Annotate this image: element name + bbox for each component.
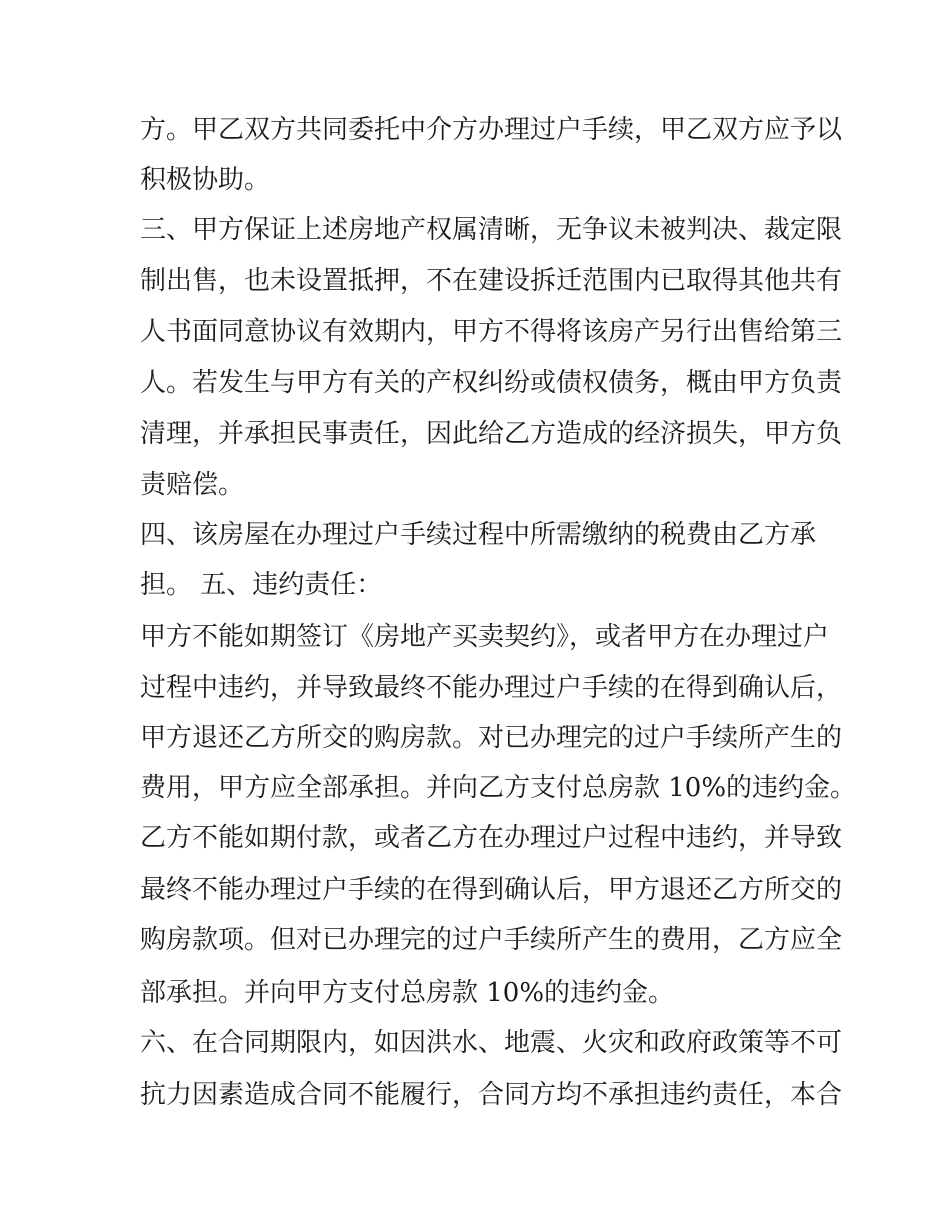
text-line: 人。若发生与甲方有关的产权纠纷或债权债务，概由甲方负责 xyxy=(140,368,843,398)
text-line: 清理，并承担民事责任，因此给乙方造成的经济损失，甲方负 xyxy=(140,419,843,449)
text-line: 责赔偿。 xyxy=(140,470,245,500)
text-line: 费用，甲方应全部承担。并向乙方支付总房款 10%的违约金。 xyxy=(140,773,857,803)
text-line: 人书面同意协议有效期内，甲方不得将该房产另行出售给第三 xyxy=(140,317,843,347)
text-line: 制出售，也未设置抵押，不在建设拆迁范围内已取得其他共有 xyxy=(140,266,843,296)
text-line: 乙方不能如期付款，或者乙方在办理过户过程中违约，并导致 xyxy=(140,823,843,853)
text-line: 甲方退还乙方所交的购房款。对已办理完的过户手续所产生的 xyxy=(140,723,843,753)
text-line: 担。 五、违约责任： xyxy=(140,570,383,600)
text-line: 方。甲乙双方共同委托中介方办理过户手续，甲乙双方应予以 xyxy=(140,115,843,145)
text-line: 过程中违约，并导致最终不能办理过户手续的在得到确认后， xyxy=(140,673,843,703)
text-line: 最终不能办理过户手续的在得到确认后，甲方退还乙方所交的 xyxy=(140,875,843,905)
text-line: 抗力因素造成合同不能履行，合同方均不承担违约责任，本合 xyxy=(140,1080,843,1110)
text-line: 积极协助。 xyxy=(140,165,271,195)
text-line: 部承担。并向甲方支付总房款 10%的违约金。 xyxy=(140,978,675,1008)
text-line: 购房款项。但对已办理完的过户手续所产生的费用，乙方应全 xyxy=(140,925,843,955)
text-line: 六、在合同期限内，如因洪水、地震、火灾和政府政策等不可 xyxy=(140,1028,843,1058)
text-line: 甲方不能如期签订《房地产买卖契约》，或者甲方在办理过户 xyxy=(140,622,830,652)
text-line: 四、该房屋在办理过户手续过程中所需缴纳的税费由乙方承 xyxy=(140,520,817,550)
text-line: 三、甲方保证上述房地产权属清晰，无争议未被判决、裁定限 xyxy=(140,215,843,245)
